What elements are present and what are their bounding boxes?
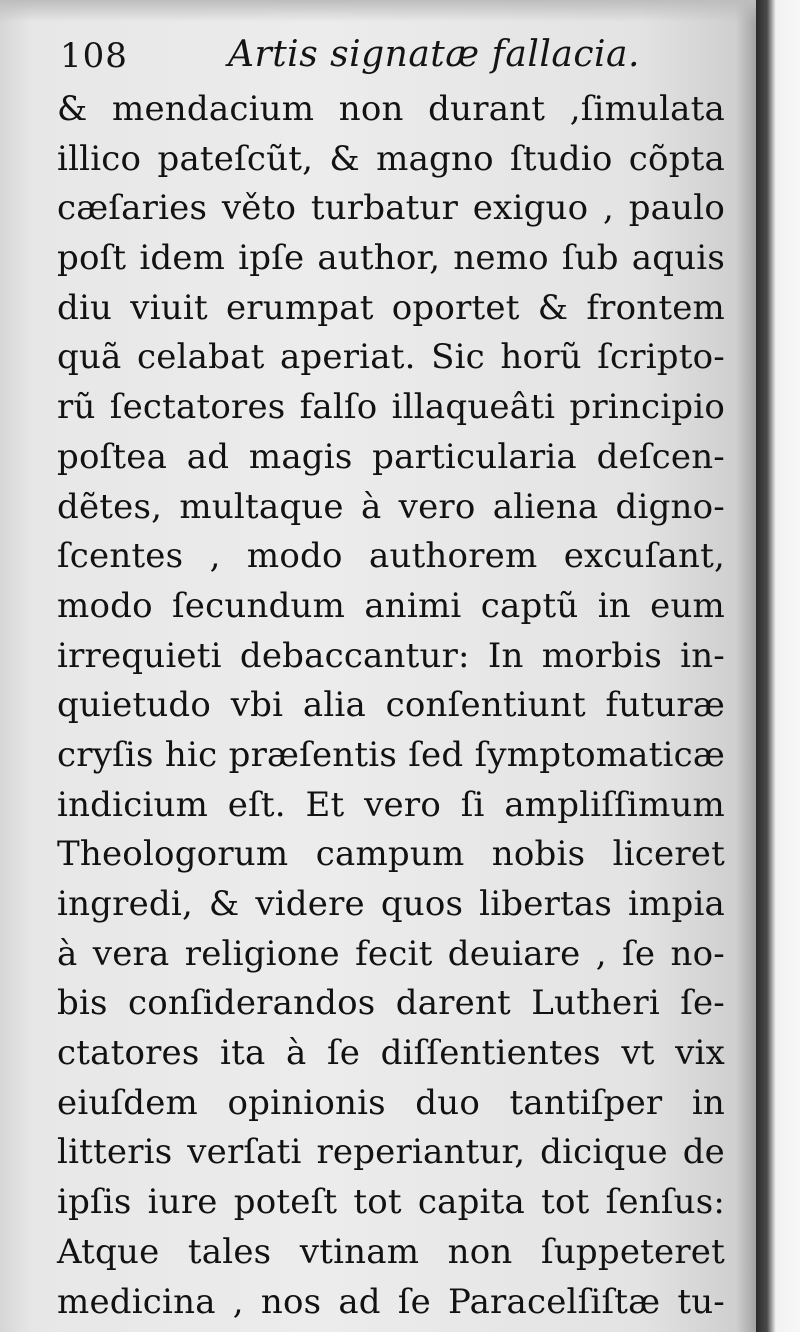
text-line: quã celabat aperiat. Sic horũ ſcripto- bbox=[57, 337, 725, 378]
text-line: eiuſdem opinionis duo tantiſper in bbox=[57, 1082, 725, 1123]
text-line: ipſis iure poteſt tot capita tot ſenſus: bbox=[57, 1182, 725, 1223]
text-line: indicium eſt. Et vero ſi ampliſſimum bbox=[57, 784, 725, 825]
text-line: à vera religione fecit deuiare , ſe no- bbox=[57, 933, 725, 974]
text-line: rũ ſectatores falſo illaqueâti principio bbox=[57, 387, 725, 428]
text-line: quietudo vbi alia conſentiunt futuræ bbox=[57, 685, 725, 726]
page-number: 108 bbox=[60, 36, 128, 76]
text-line: cæſaries věto turbatur exiguo , paulo bbox=[57, 188, 725, 229]
text-line: illico pateſcũt, & magno ſtudio cõpta bbox=[57, 138, 725, 179]
text-line: irrequieti debaccantur: In morbis in- bbox=[57, 635, 725, 676]
body-text bbox=[57, 85, 725, 1327]
text-line: litteris verſati reperiantur, dicique de bbox=[57, 1132, 725, 1173]
text-line: medicina , nos ad ſe Paracelſiſtæ tu- bbox=[57, 1281, 725, 1322]
text-line: diu viuit erumpat oportet & frontem bbox=[57, 287, 725, 328]
text-line: Theologorum campum nobis liceret bbox=[57, 834, 725, 875]
text-line: ſcentes , modo authorem excuſant, bbox=[57, 536, 725, 577]
text-line: modo ſecundum animi captũ in eum bbox=[57, 585, 725, 626]
text-line: bis conſiderandos darent Lutheri ſe- bbox=[57, 983, 725, 1024]
running-title: Artis signatæ fallacia. bbox=[228, 34, 640, 75]
page-top-edge bbox=[0, 0, 760, 22]
text-line: dẽtes, multaque à vero aliena digno- bbox=[57, 486, 725, 527]
text-line: poſtea ad magis particularia deſcen- bbox=[57, 436, 725, 477]
text-line: ctatores ita à ſe diſſentientes vt vix bbox=[57, 1033, 725, 1074]
text-line: cryſis hic præſentis ſed ſymptomaticæ bbox=[57, 734, 725, 775]
page-gutter bbox=[756, 0, 800, 1332]
text-line: ingredi, & videre quos libertas impia bbox=[57, 884, 725, 924]
text-line: poſt idem ipſe author, nemo ſub aquis bbox=[57, 238, 725, 279]
page-header bbox=[60, 28, 700, 84]
text-line: Atque tales vtinam non ſuppeteret bbox=[57, 1231, 725, 1272]
text-line: & mendacium non durant ,ſimulata bbox=[57, 89, 725, 129]
